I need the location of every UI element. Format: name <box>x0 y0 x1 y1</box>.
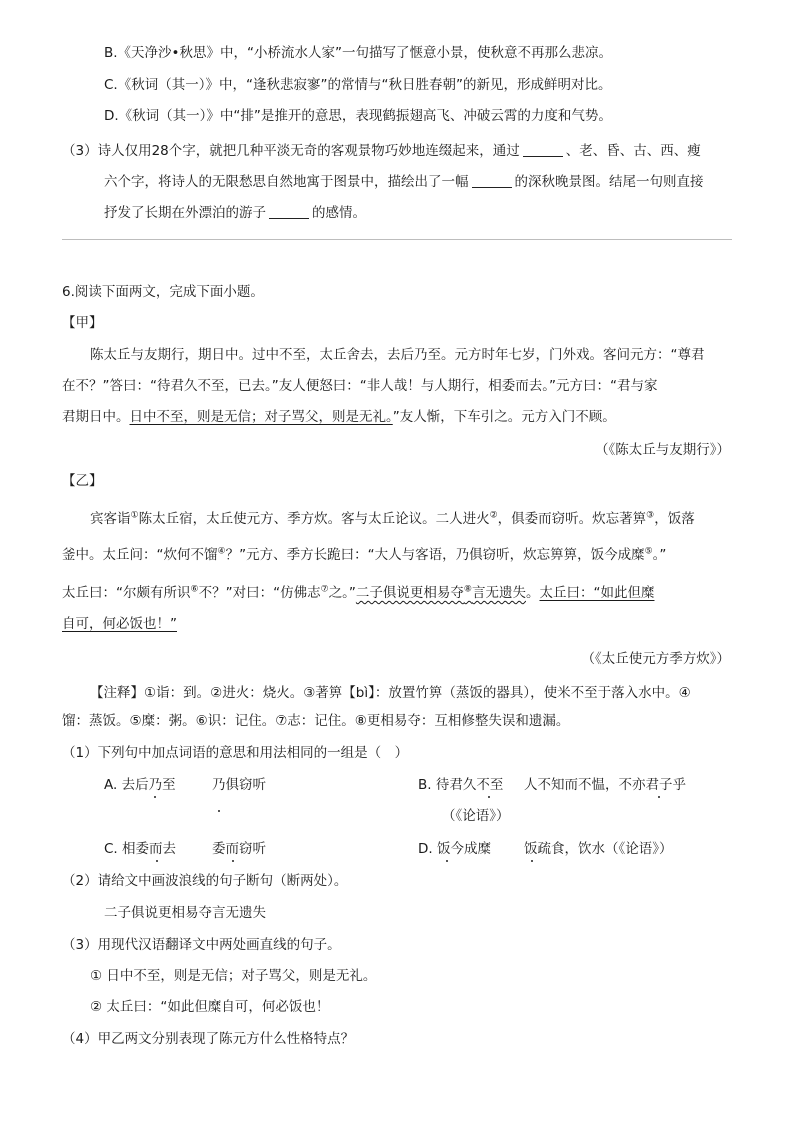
passage-yi-line <box>62 584 654 602</box>
passage-yi-label: 【乙】 <box>62 473 103 489</box>
q5-sub3-line2 <box>104 173 704 191</box>
footnote-marker: ⑦ <box>320 584 329 595</box>
choice-b-right: 人不知而不愠，不亦君子乎 <box>524 777 686 793</box>
q5-sub3-text: 抒发了长期在外漂泊的游子 <box>104 205 266 221</box>
passage-text: ”友人惭，下车引之。元方入门不顾。 <box>392 409 616 425</box>
footnote-marker: ⑥ <box>190 584 199 595</box>
passage-yi-line <box>62 615 177 633</box>
wavy-underlined-sentence <box>356 585 526 601</box>
passage-yi-line <box>62 546 666 564</box>
choice-c-left[interactable] <box>104 840 176 858</box>
subquestion-3: （3）用现代汉语翻译文中两处画直线的句子。 <box>62 937 341 953</box>
choice-b-left[interactable] <box>418 776 503 794</box>
annotation-line: 【注释】①诣：到。②进火：烧火。③著箅【bì】：放置竹箅（蒸饭的器具），使米不至于落入水中。④ <box>90 685 691 701</box>
q5-sub3-line3 <box>104 204 366 222</box>
annotation-line: 馏：蒸饭。⑤糜：粥。⑥识：记住。⑦志：记住。⑧更相易夺：互相修整失误和遗漏。 <box>62 713 570 729</box>
underlined-sentence: 日中不至，则是无信；对子骂父，则是无礼。 <box>129 409 393 425</box>
q5-sub3-text: 、老、昏、古、西、瘦 <box>565 143 701 159</box>
section-divider <box>62 239 732 240</box>
emphasis-dot <box>218 810 220 812</box>
emphasis-dot <box>446 860 448 862</box>
passage-jia-source: （《陈太丘与友期行》） <box>595 442 730 458</box>
passage-jia-label: 【甲】 <box>62 315 103 331</box>
choice-text: D. 饭今成糜 <box>418 841 491 857</box>
choice-d-right: 饭疏食，饮水（《论语》） <box>524 841 673 857</box>
subquestion-1: （1）下列句中加点词语的意思和用法相同的一组是（ ） <box>62 745 409 761</box>
q6-heading: 6.阅读下面两文，完成下面小题。 <box>62 284 264 300</box>
passage-jia-line <box>62 408 616 426</box>
footnote-marker: ⑧ <box>463 584 472 595</box>
q5-option-c: C.《秋词（其一）》中，“逢秋悲寂寥”的常情与“秋日胜春朝”的新见，形成鲜明对比。 <box>104 77 612 93</box>
choice-d-left[interactable] <box>418 840 491 858</box>
footnote-marker: ④ <box>217 546 226 557</box>
passage-text: 太丘曰：“尔颇有所识 <box>62 585 191 601</box>
choice-text: C. 相委而去 <box>104 841 177 857</box>
answer-blank[interactable] <box>523 143 563 157</box>
choice-a-left[interactable] <box>104 776 176 794</box>
passage-text: 言无遗失 <box>471 585 526 601</box>
emphasis-dot <box>232 860 234 862</box>
passage-text: 。 <box>525 585 540 601</box>
answer-blank[interactable] <box>472 174 512 188</box>
choice-text: B. 待君久不至 <box>418 777 504 793</box>
passage-text: 釜中。太丘问：“炊何不馏 <box>62 547 218 563</box>
passage-text: 不？”对曰：“仿佛志 <box>198 585 321 601</box>
subquestion-3-item-1: ① 日中不至，则是无信；对子骂父，则是无礼。 <box>90 968 377 984</box>
q5-sub3-text: 的深秋晚景图。结尾一句则直接 <box>514 174 704 190</box>
passage-text: 宾客诣 <box>90 511 131 527</box>
footnote-marker: ⑤ <box>644 546 653 557</box>
underlined-sentence: 自可，何必饭也！” <box>62 616 177 632</box>
q5-option-d: D.《秋词（其一）》中“排”是推开的意思，表现鹤振翅高飞、冲破云霄的力度和气势。 <box>104 108 612 124</box>
choice-b-source: （《论语》） <box>442 808 510 824</box>
subquestion-2: （2）请给文中画波浪线的句子断句（断两处）。 <box>62 873 348 889</box>
passage-yi-source: （《太丘使元方季方炊》） <box>581 651 730 667</box>
passage-jia-line: 陈太丘与友期行，期日中。过中不至，太丘舍去，去后乃至。元方时年七岁，门外戏。客问元方：“尊君 <box>90 347 705 363</box>
passage-text: 君期日中。 <box>62 409 130 425</box>
subquestion-3-item-2: ② 太丘曰：“如此但糜自可，何必饭也！ <box>90 999 330 1015</box>
passage-yi-line <box>90 510 695 528</box>
passage-text: 二子俱说更相易夺 <box>355 585 464 601</box>
emphasis-dot <box>156 860 158 862</box>
footnote-marker: ② <box>489 510 498 521</box>
subquestion-2-sentence: 二子俱说更相易夺言无遗失 <box>104 905 266 921</box>
passage-text: ，俱委而窃听。炊忘著箅 <box>497 511 647 527</box>
choice-c-right: 委而窃听 <box>212 841 266 857</box>
emphasis-dot <box>488 796 490 798</box>
underlined-sentence: 太丘曰：“如此但糜 <box>539 585 655 601</box>
q5-sub3-text: 的感情。 <box>312 205 366 221</box>
choice-text: A. 去后乃至 <box>104 777 176 793</box>
footnote-marker: ③ <box>646 510 655 521</box>
passage-text: 之。” <box>328 585 356 601</box>
passage-jia-line: 在不？”答曰：“待君久不至，已去。”友人便怒曰：“非人哉！与人期行，相委而去。”元方曰：“君与家 <box>62 378 658 394</box>
q5-sub3-text: 六个字，将诗人的无限愁思自然地寓于图景中，描绘出了一幅 <box>104 174 469 190</box>
answer-blank[interactable] <box>269 205 309 219</box>
emphasis-dot <box>658 796 660 798</box>
passage-text: 。” <box>652 547 667 563</box>
choice-a-right: 乃俱窃听 <box>212 777 266 793</box>
emphasis-dot <box>531 860 533 862</box>
passage-text: ？”元方、季方长跪曰：“大人与客语，乃俱窃听，炊忘箅箅，饭今成糜 <box>225 547 645 563</box>
q5-sub3-line1 <box>62 142 701 160</box>
passage-text: ，饭落 <box>654 511 695 527</box>
passage-text: 陈太丘宿，太丘使元方、季方炊。客与太丘论议。二人进火 <box>138 511 490 527</box>
q5-option-b: B.《天净沙•秋思》中，“小桥流水人家”一句描写了惬意小景，使秋意不再那么悲凉。 <box>104 45 613 61</box>
subquestion-4: （4）甲乙两文分别表现了陈元方什么性格特点？ <box>62 1031 355 1047</box>
emphasis-dot <box>154 796 156 798</box>
footnote-marker: ① <box>130 510 139 521</box>
q5-sub3-text: （3）诗人仅用28个字，就把几种平淡无奇的客观景物巧妙地连缀起来，通过 <box>62 143 520 159</box>
